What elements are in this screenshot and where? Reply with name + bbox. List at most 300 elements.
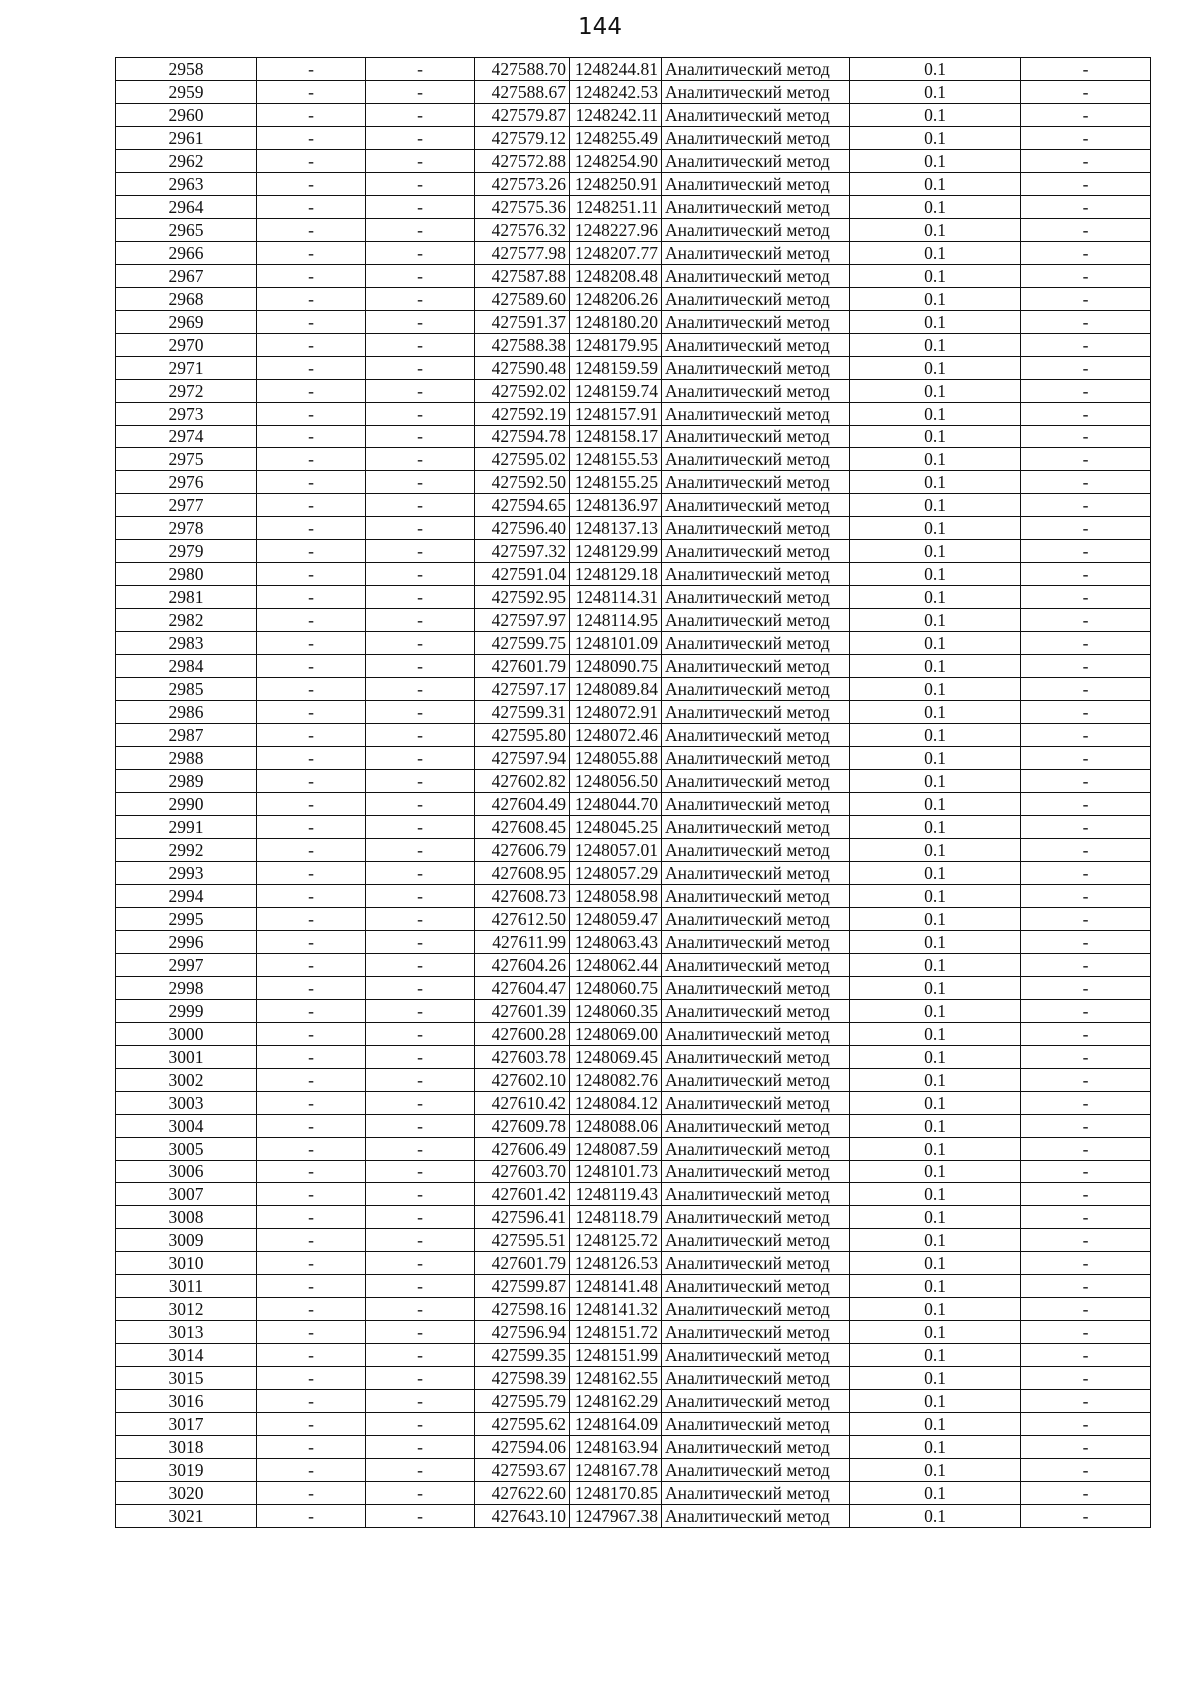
empty-y-cell: -	[366, 1206, 475, 1229]
empty-x-cell: -	[257, 1137, 366, 1160]
y-coordinate-cell: 1248155.25	[570, 471, 662, 494]
description-cell: -	[1021, 1091, 1151, 1114]
point-number-cell: 3007	[116, 1183, 257, 1206]
accuracy-cell: 0.1	[850, 1436, 1021, 1459]
y-coordinate-cell: 1247967.38	[570, 1505, 662, 1528]
y-coordinate-cell: 1248101.73	[570, 1160, 662, 1183]
empty-x-cell: -	[257, 884, 366, 907]
empty-x-cell: -	[257, 1482, 366, 1505]
y-coordinate-cell: 1248157.91	[570, 402, 662, 425]
empty-y-cell: -	[366, 425, 475, 448]
y-coordinate-cell: 1248158.17	[570, 425, 662, 448]
accuracy-cell: 0.1	[850, 1229, 1021, 1252]
point-number-cell: 3018	[116, 1436, 257, 1459]
description-cell: -	[1021, 1229, 1151, 1252]
table-row	[116, 80, 1151, 103]
point-number-cell: 2968	[116, 287, 257, 310]
empty-y-cell: -	[366, 838, 475, 861]
method-cell: Аналитический метод	[662, 678, 850, 701]
accuracy-cell: 0.1	[850, 425, 1021, 448]
method-cell: Аналитический метод	[662, 724, 850, 747]
x-coordinate-cell: 427612.50	[475, 907, 570, 930]
table-row	[116, 379, 1151, 402]
table-row	[116, 976, 1151, 999]
description-cell: -	[1021, 563, 1151, 586]
x-coordinate-cell: 427592.02	[475, 379, 570, 402]
description-cell: -	[1021, 310, 1151, 333]
description-cell: -	[1021, 586, 1151, 609]
method-cell: Аналитический метод	[662, 770, 850, 793]
x-coordinate-cell: 427594.78	[475, 425, 570, 448]
method-cell: Аналитический метод	[662, 517, 850, 540]
empty-y-cell: -	[366, 1183, 475, 1206]
page-number: 144	[578, 14, 622, 40]
table-row	[116, 103, 1151, 126]
accuracy-cell: 0.1	[850, 1275, 1021, 1298]
empty-x-cell: -	[257, 1436, 366, 1459]
description-cell: -	[1021, 264, 1151, 287]
description-cell: -	[1021, 494, 1151, 517]
description-cell: -	[1021, 172, 1151, 195]
point-number-cell: 2971	[116, 356, 257, 379]
y-coordinate-cell: 1248255.49	[570, 126, 662, 149]
empty-y-cell: -	[366, 861, 475, 884]
description-cell: -	[1021, 1045, 1151, 1068]
description-cell: -	[1021, 287, 1151, 310]
empty-x-cell: -	[257, 379, 366, 402]
empty-x-cell: -	[257, 494, 366, 517]
accuracy-cell: 0.1	[850, 930, 1021, 953]
y-coordinate-cell: 1248159.59	[570, 356, 662, 379]
method-cell: Аналитический метод	[662, 1068, 850, 1091]
method-cell: Аналитический метод	[662, 103, 850, 126]
y-coordinate-cell: 1248056.50	[570, 770, 662, 793]
accuracy-cell: 0.1	[850, 448, 1021, 471]
empty-y-cell: -	[366, 1344, 475, 1367]
y-coordinate-cell: 1248044.70	[570, 793, 662, 816]
accuracy-cell: 0.1	[850, 632, 1021, 655]
x-coordinate-cell: 427610.42	[475, 1091, 570, 1114]
empty-x-cell: -	[257, 103, 366, 126]
empty-x-cell: -	[257, 793, 366, 816]
table-row	[116, 747, 1151, 770]
empty-y-cell: -	[366, 58, 475, 81]
method-cell: Аналитический метод	[662, 1229, 850, 1252]
description-cell: -	[1021, 517, 1151, 540]
table-row	[116, 402, 1151, 425]
y-coordinate-cell: 1248059.47	[570, 907, 662, 930]
accuracy-cell: 0.1	[850, 1344, 1021, 1367]
empty-x-cell: -	[257, 1045, 366, 1068]
method-cell: Аналитический метод	[662, 356, 850, 379]
description-cell: -	[1021, 609, 1151, 632]
y-coordinate-cell: 1248060.75	[570, 976, 662, 999]
empty-y-cell: -	[366, 517, 475, 540]
accuracy-cell: 0.1	[850, 494, 1021, 517]
point-number-cell: 2991	[116, 815, 257, 838]
empty-y-cell: -	[366, 126, 475, 149]
x-coordinate-cell: 427579.87	[475, 103, 570, 126]
method-cell: Аналитический метод	[662, 1091, 850, 1114]
y-coordinate-cell: 1248045.25	[570, 815, 662, 838]
x-coordinate-cell: 427588.38	[475, 333, 570, 356]
method-cell: Аналитический метод	[662, 953, 850, 976]
accuracy-cell: 0.1	[850, 241, 1021, 264]
description-cell: -	[1021, 1367, 1151, 1390]
point-number-cell: 2982	[116, 609, 257, 632]
method-cell: Аналитический метод	[662, 448, 850, 471]
table-row	[116, 1229, 1151, 1252]
point-number-cell: 2999	[116, 999, 257, 1022]
description-cell: -	[1021, 884, 1151, 907]
x-coordinate-cell: 427599.87	[475, 1275, 570, 1298]
accuracy-cell: 0.1	[850, 264, 1021, 287]
description-cell: -	[1021, 333, 1151, 356]
x-coordinate-cell: 427592.19	[475, 402, 570, 425]
empty-y-cell: -	[366, 1137, 475, 1160]
method-cell: Аналитический метод	[662, 930, 850, 953]
accuracy-cell: 0.1	[850, 999, 1021, 1022]
y-coordinate-cell: 1248069.45	[570, 1045, 662, 1068]
table-row	[116, 770, 1151, 793]
x-coordinate-cell: 427601.79	[475, 655, 570, 678]
empty-y-cell: -	[366, 632, 475, 655]
empty-y-cell: -	[366, 287, 475, 310]
y-coordinate-cell: 1248164.09	[570, 1413, 662, 1436]
x-coordinate-cell: 427601.39	[475, 999, 570, 1022]
point-number-cell: 3017	[116, 1413, 257, 1436]
empty-x-cell: -	[257, 976, 366, 999]
empty-y-cell: -	[366, 1091, 475, 1114]
table-row	[116, 1137, 1151, 1160]
empty-y-cell: -	[366, 701, 475, 724]
accuracy-cell: 0.1	[850, 1206, 1021, 1229]
y-coordinate-cell: 1248087.59	[570, 1137, 662, 1160]
table-row	[116, 701, 1151, 724]
point-number-cell: 2995	[116, 907, 257, 930]
table-row	[116, 58, 1151, 81]
table-row	[116, 126, 1151, 149]
x-coordinate-cell: 427591.04	[475, 563, 570, 586]
x-coordinate-cell: 427609.78	[475, 1114, 570, 1137]
method-cell: Аналитический метод	[662, 1505, 850, 1528]
y-coordinate-cell: 1248141.48	[570, 1275, 662, 1298]
accuracy-cell: 0.1	[850, 471, 1021, 494]
empty-x-cell: -	[257, 953, 366, 976]
table-row	[116, 930, 1151, 953]
accuracy-cell: 0.1	[850, 172, 1021, 195]
y-coordinate-cell: 1248180.20	[570, 310, 662, 333]
y-coordinate-cell: 1248254.90	[570, 149, 662, 172]
description-cell: -	[1021, 655, 1151, 678]
y-coordinate-cell: 1248162.29	[570, 1390, 662, 1413]
empty-x-cell: -	[257, 632, 366, 655]
point-number-cell: 3016	[116, 1390, 257, 1413]
point-number-cell: 2973	[116, 402, 257, 425]
empty-y-cell: -	[366, 1252, 475, 1275]
description-cell: -	[1021, 1436, 1151, 1459]
empty-x-cell: -	[257, 1114, 366, 1137]
description-cell: -	[1021, 471, 1151, 494]
empty-y-cell: -	[366, 1160, 475, 1183]
table-row	[116, 471, 1151, 494]
empty-x-cell: -	[257, 540, 366, 563]
y-coordinate-cell: 1248057.01	[570, 838, 662, 861]
x-coordinate-cell: 427598.16	[475, 1298, 570, 1321]
empty-x-cell: -	[257, 838, 366, 861]
empty-y-cell: -	[366, 1275, 475, 1298]
point-number-cell: 3011	[116, 1275, 257, 1298]
method-cell: Аналитический метод	[662, 310, 850, 333]
method-cell: Аналитический метод	[662, 1298, 850, 1321]
x-coordinate-cell: 427643.10	[475, 1505, 570, 1528]
method-cell: Аналитический метод	[662, 1390, 850, 1413]
method-cell: Аналитический метод	[662, 838, 850, 861]
point-number-cell: 2989	[116, 770, 257, 793]
y-coordinate-cell: 1248141.32	[570, 1298, 662, 1321]
accuracy-cell: 0.1	[850, 1298, 1021, 1321]
empty-x-cell: -	[257, 1298, 366, 1321]
table-row	[116, 425, 1151, 448]
x-coordinate-cell: 427577.98	[475, 241, 570, 264]
empty-x-cell: -	[257, 310, 366, 333]
description-cell: -	[1021, 999, 1151, 1022]
point-number-cell: 2994	[116, 884, 257, 907]
empty-y-cell: -	[366, 264, 475, 287]
description-cell: -	[1021, 793, 1151, 816]
table-row	[116, 884, 1151, 907]
x-coordinate-cell: 427608.95	[475, 861, 570, 884]
y-coordinate-cell: 1248244.81	[570, 58, 662, 81]
empty-x-cell: -	[257, 1321, 366, 1344]
description-cell: -	[1021, 1022, 1151, 1045]
y-coordinate-cell: 1248151.72	[570, 1321, 662, 1344]
table-row	[116, 838, 1151, 861]
empty-x-cell: -	[257, 999, 366, 1022]
method-cell: Аналитический метод	[662, 126, 850, 149]
description-cell: -	[1021, 678, 1151, 701]
empty-y-cell: -	[366, 724, 475, 747]
method-cell: Аналитический метод	[662, 264, 850, 287]
x-coordinate-cell: 427595.02	[475, 448, 570, 471]
description-cell: -	[1021, 448, 1151, 471]
table-row	[116, 1068, 1151, 1091]
accuracy-cell: 0.1	[850, 1459, 1021, 1482]
x-coordinate-cell: 427602.10	[475, 1068, 570, 1091]
method-cell: Аналитический метод	[662, 1321, 850, 1344]
description-cell: -	[1021, 632, 1151, 655]
point-number-cell: 2972	[116, 379, 257, 402]
empty-x-cell: -	[257, 126, 366, 149]
empty-y-cell: -	[366, 1413, 475, 1436]
accuracy-cell: 0.1	[850, 861, 1021, 884]
empty-x-cell: -	[257, 1344, 366, 1367]
method-cell: Аналитический метод	[662, 1344, 850, 1367]
method-cell: Аналитический метод	[662, 241, 850, 264]
x-coordinate-cell: 427597.94	[475, 747, 570, 770]
table-row	[116, 356, 1151, 379]
method-cell: Аналитический метод	[662, 195, 850, 218]
method-cell: Аналитический метод	[662, 976, 850, 999]
empty-y-cell: -	[366, 1022, 475, 1045]
empty-y-cell: -	[366, 402, 475, 425]
table-row	[116, 1390, 1151, 1413]
accuracy-cell: 0.1	[850, 1252, 1021, 1275]
empty-y-cell: -	[366, 1367, 475, 1390]
y-coordinate-cell: 1248063.43	[570, 930, 662, 953]
description-cell: -	[1021, 149, 1151, 172]
empty-x-cell: -	[257, 586, 366, 609]
method-cell: Аналитический метод	[662, 287, 850, 310]
table-row	[116, 333, 1151, 356]
point-number-cell: 2974	[116, 425, 257, 448]
accuracy-cell: 0.1	[850, 793, 1021, 816]
method-cell: Аналитический метод	[662, 1275, 850, 1298]
accuracy-cell: 0.1	[850, 747, 1021, 770]
accuracy-cell: 0.1	[850, 517, 1021, 540]
x-coordinate-cell: 427597.97	[475, 609, 570, 632]
empty-y-cell: -	[366, 563, 475, 586]
description-cell: -	[1021, 126, 1151, 149]
x-coordinate-cell: 427597.32	[475, 540, 570, 563]
point-number-cell: 2980	[116, 563, 257, 586]
method-cell: Аналитический метод	[662, 494, 850, 517]
empty-x-cell: -	[257, 333, 366, 356]
description-cell: -	[1021, 1459, 1151, 1482]
x-coordinate-cell: 427595.62	[475, 1413, 570, 1436]
accuracy-cell: 0.1	[850, 1114, 1021, 1137]
description-cell: -	[1021, 1183, 1151, 1206]
table-row	[116, 1045, 1151, 1068]
empty-y-cell: -	[366, 609, 475, 632]
empty-x-cell: -	[257, 563, 366, 586]
x-coordinate-cell: 427595.79	[475, 1390, 570, 1413]
empty-y-cell: -	[366, 770, 475, 793]
y-coordinate-cell: 1248242.11	[570, 103, 662, 126]
method-cell: Аналитический метод	[662, 333, 850, 356]
empty-x-cell: -	[257, 1390, 366, 1413]
x-coordinate-cell: 427608.73	[475, 884, 570, 907]
x-coordinate-cell: 427597.17	[475, 678, 570, 701]
empty-x-cell: -	[257, 1229, 366, 1252]
accuracy-cell: 0.1	[850, 80, 1021, 103]
point-number-cell: 2988	[116, 747, 257, 770]
accuracy-cell: 0.1	[850, 1068, 1021, 1091]
point-number-cell: 3020	[116, 1482, 257, 1505]
y-coordinate-cell: 1248125.72	[570, 1229, 662, 1252]
empty-y-cell: -	[366, 195, 475, 218]
point-number-cell: 3010	[116, 1252, 257, 1275]
point-number-cell: 2966	[116, 241, 257, 264]
x-coordinate-cell: 427596.41	[475, 1206, 570, 1229]
empty-x-cell: -	[257, 287, 366, 310]
method-cell: Аналитический метод	[662, 1436, 850, 1459]
table-row	[116, 815, 1151, 838]
point-number-cell: 3004	[116, 1114, 257, 1137]
accuracy-cell: 0.1	[850, 609, 1021, 632]
description-cell: -	[1021, 379, 1151, 402]
y-coordinate-cell: 1248136.97	[570, 494, 662, 517]
table-row	[116, 517, 1151, 540]
method-cell: Аналитический метод	[662, 655, 850, 678]
table-row	[116, 1160, 1151, 1183]
accuracy-cell: 0.1	[850, 149, 1021, 172]
method-cell: Аналитический метод	[662, 563, 850, 586]
description-cell: -	[1021, 1298, 1151, 1321]
empty-y-cell: -	[366, 976, 475, 999]
accuracy-cell: 0.1	[850, 1022, 1021, 1045]
table-row	[116, 1091, 1151, 1114]
point-number-cell: 2976	[116, 471, 257, 494]
accuracy-cell: 0.1	[850, 586, 1021, 609]
empty-x-cell: -	[257, 907, 366, 930]
table-row	[116, 999, 1151, 1022]
description-cell: -	[1021, 1344, 1151, 1367]
empty-x-cell: -	[257, 1183, 366, 1206]
method-cell: Аналитический метод	[662, 1114, 850, 1137]
empty-x-cell: -	[257, 1413, 366, 1436]
table-row	[116, 310, 1151, 333]
empty-x-cell: -	[257, 218, 366, 241]
method-cell: Аналитический метод	[662, 149, 850, 172]
empty-y-cell: -	[366, 678, 475, 701]
empty-x-cell: -	[257, 861, 366, 884]
description-cell: -	[1021, 80, 1151, 103]
y-coordinate-cell: 1248250.91	[570, 172, 662, 195]
empty-x-cell: -	[257, 58, 366, 81]
empty-y-cell: -	[366, 218, 475, 241]
y-coordinate-cell: 1248119.43	[570, 1183, 662, 1206]
y-coordinate-cell: 1248072.91	[570, 701, 662, 724]
point-number-cell: 2979	[116, 540, 257, 563]
point-number-cell: 2987	[116, 724, 257, 747]
method-cell: Аналитический метод	[662, 402, 850, 425]
x-coordinate-cell: 427622.60	[475, 1482, 570, 1505]
empty-x-cell: -	[257, 241, 366, 264]
x-coordinate-cell: 427587.88	[475, 264, 570, 287]
point-number-cell: 2959	[116, 80, 257, 103]
accuracy-cell: 0.1	[850, 1160, 1021, 1183]
empty-y-cell: -	[366, 999, 475, 1022]
accuracy-cell: 0.1	[850, 287, 1021, 310]
description-cell: -	[1021, 1413, 1151, 1436]
empty-x-cell: -	[257, 701, 366, 724]
x-coordinate-cell: 427601.42	[475, 1183, 570, 1206]
accuracy-cell: 0.1	[850, 770, 1021, 793]
y-coordinate-cell: 1248088.06	[570, 1114, 662, 1137]
empty-x-cell: -	[257, 815, 366, 838]
y-coordinate-cell: 1248242.53	[570, 80, 662, 103]
x-coordinate-cell: 427604.49	[475, 793, 570, 816]
description-cell: -	[1021, 1505, 1151, 1528]
accuracy-cell: 0.1	[850, 838, 1021, 861]
empty-x-cell: -	[257, 149, 366, 172]
point-number-cell: 3000	[116, 1022, 257, 1045]
empty-y-cell: -	[366, 586, 475, 609]
point-number-cell: 2993	[116, 861, 257, 884]
y-coordinate-cell: 1248167.78	[570, 1459, 662, 1482]
description-cell: -	[1021, 402, 1151, 425]
method-cell: Аналитический метод	[662, 747, 850, 770]
x-coordinate-cell: 427575.36	[475, 195, 570, 218]
y-coordinate-cell: 1248090.75	[570, 655, 662, 678]
description-cell: -	[1021, 1482, 1151, 1505]
empty-y-cell: -	[366, 953, 475, 976]
point-number-cell: 2997	[116, 953, 257, 976]
x-coordinate-cell: 427579.12	[475, 126, 570, 149]
x-coordinate-cell: 427588.67	[475, 80, 570, 103]
accuracy-cell: 0.1	[850, 1183, 1021, 1206]
